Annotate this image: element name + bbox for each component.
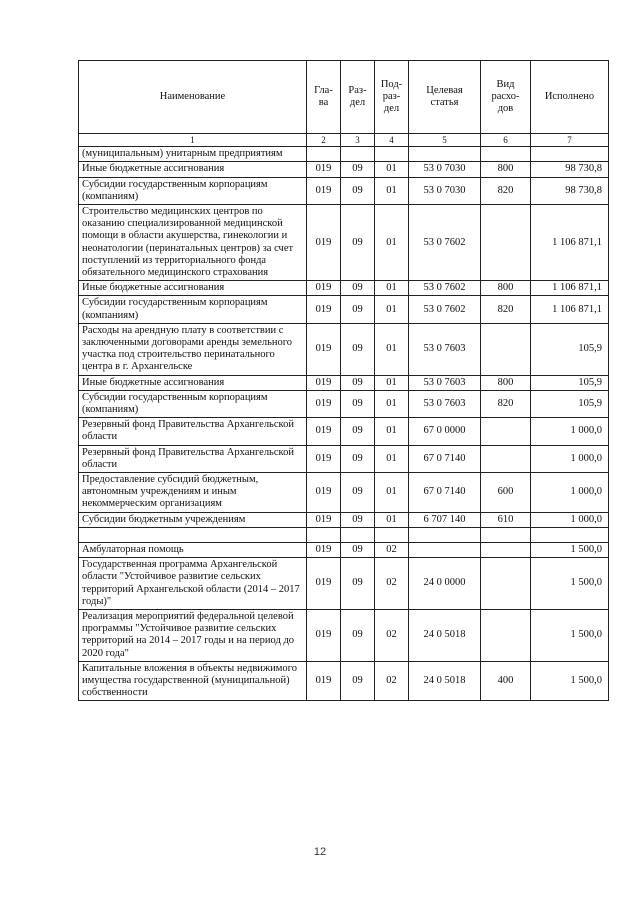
cell-podrazdel: 01 (375, 205, 409, 281)
table-row (79, 542, 609, 557)
cell-podrazdel: 01 (375, 162, 409, 177)
cell-ispolneno: 105,9 (531, 323, 609, 375)
cell-name: Субсидии бюджетным учреждениям (79, 512, 307, 527)
cell-glava: 019 (307, 281, 341, 296)
cell-statya: 53 0 7602 (409, 281, 481, 296)
cell-ispolneno: 1 500,0 (531, 542, 609, 557)
cell-name: Расходы на арендную плату в соответствии с заключенными договорами аренды земельного участка под строительство перинатального центра в г. Архангельске (79, 323, 307, 375)
cell-vid (481, 418, 531, 445)
cell-ispolneno (531, 527, 609, 542)
cell-podrazdel (375, 527, 409, 542)
cell-ispolneno: 105,9 (531, 375, 609, 390)
cell-vid (481, 147, 531, 162)
cell-vid: 610 (481, 512, 531, 527)
table-row (79, 177, 609, 204)
cell-vid: 800 (481, 375, 531, 390)
cell-razdel: 09 (341, 296, 375, 323)
column-number-row (79, 134, 609, 147)
header-glava: Гла- ва (307, 61, 341, 134)
table-row (79, 473, 609, 513)
cell-razdel: 09 (341, 542, 375, 557)
page-number: 12 (313, 846, 327, 858)
cell-podrazdel: 01 (375, 177, 409, 204)
cell-statya: 24 0 0000 (409, 558, 481, 610)
header-ispolneno: Исполнено (531, 61, 609, 134)
cell-glava: 019 (307, 473, 341, 513)
cell-statya (409, 527, 481, 542)
cell-ispolneno: 1 106 871,1 (531, 281, 609, 296)
cell-ispolneno: 1 000,0 (531, 512, 609, 527)
cell-ispolneno: 1 500,0 (531, 661, 609, 701)
cell-statya: 53 0 7603 (409, 323, 481, 375)
cell-razdel (341, 527, 375, 542)
cell-glava: 019 (307, 162, 341, 177)
cell-glava: 019 (307, 323, 341, 375)
column-number: 2 (307, 134, 341, 147)
cell-name: (муниципальным) унитарным предприятиям (79, 147, 307, 162)
cell-vid (481, 445, 531, 472)
cell-glava (307, 147, 341, 162)
cell-razdel: 09 (341, 390, 375, 417)
table-row (79, 558, 609, 610)
cell-name: Субсидии государственным корпорациям (компаниям) (79, 177, 307, 204)
cell-ispolneno: 1 500,0 (531, 558, 609, 610)
cell-statya: 67 0 7140 (409, 445, 481, 472)
cell-razdel: 09 (341, 162, 375, 177)
cell-podrazdel: 02 (375, 609, 409, 661)
cell-ispolneno: 105,9 (531, 390, 609, 417)
cell-razdel: 09 (341, 473, 375, 513)
cell-name: Амбулаторная помощь (79, 542, 307, 557)
cell-ispolneno: 98 730,8 (531, 162, 609, 177)
cell-glava: 019 (307, 661, 341, 701)
cell-ispolneno: 1 106 871,1 (531, 296, 609, 323)
cell-statya: 53 0 7030 (409, 177, 481, 204)
cell-podrazdel: 01 (375, 418, 409, 445)
cell-statya: 67 0 7140 (409, 473, 481, 513)
cell-vid (481, 527, 531, 542)
cell-statya: 24 0 5018 (409, 661, 481, 701)
cell-glava: 019 (307, 390, 341, 417)
cell-podrazdel: 01 (375, 512, 409, 527)
column-number: 6 (481, 134, 531, 147)
cell-name: Реализация мероприятий федеральной целевой программы "Устойчивое развитие сельских территорий на 2014 – 2017 годы и на период до 2020 года" (79, 609, 307, 661)
cell-razdel: 09 (341, 281, 375, 296)
cell-podrazdel (375, 147, 409, 162)
cell-podrazdel: 01 (375, 296, 409, 323)
cell-name (79, 527, 307, 542)
table-row (79, 390, 609, 417)
cell-vid (481, 609, 531, 661)
table-row (79, 375, 609, 390)
cell-glava: 019 (307, 512, 341, 527)
cell-ispolneno: 1 500,0 (531, 609, 609, 661)
cell-vid (481, 323, 531, 375)
cell-name: Иные бюджетные ассигнования (79, 281, 307, 296)
cell-statya: 67 0 0000 (409, 418, 481, 445)
budget-table (78, 60, 609, 701)
header-vid: Вид расхо- дов (481, 61, 531, 134)
table-row (79, 281, 609, 296)
cell-glava: 019 (307, 375, 341, 390)
cell-statya (409, 147, 481, 162)
cell-statya: 53 0 7602 (409, 296, 481, 323)
cell-razdel: 09 (341, 205, 375, 281)
header-statya: Целевая статья (409, 61, 481, 134)
cell-name: Резервный фонд Правительства Архангельской области (79, 418, 307, 445)
cell-name: Строительство медицинских центров по оказанию специализированной медицинской помощи в области акушерства, гинекологии и неонатологии (перинатальных центров) за счет поступлений из территориального фонда обязательного медицинского страхования (79, 205, 307, 281)
cell-glava: 019 (307, 418, 341, 445)
cell-glava: 019 (307, 296, 341, 323)
cell-vid: 820 (481, 177, 531, 204)
header-name: Наименование (79, 61, 307, 134)
cell-ispolneno: 1 000,0 (531, 445, 609, 472)
cell-podrazdel: 01 (375, 473, 409, 513)
cell-name: Субсидии государственным корпорациям (компаниям) (79, 390, 307, 417)
cell-ispolneno: 98 730,8 (531, 177, 609, 204)
cell-vid (481, 558, 531, 610)
cell-razdel: 09 (341, 661, 375, 701)
cell-razdel: 09 (341, 418, 375, 445)
cell-razdel: 09 (341, 445, 375, 472)
cell-vid: 820 (481, 296, 531, 323)
cell-glava: 019 (307, 609, 341, 661)
cell-podrazdel: 02 (375, 558, 409, 610)
cell-vid (481, 205, 531, 281)
header-podrazdel: Под- раз- дел (375, 61, 409, 134)
cell-podrazdel: 01 (375, 390, 409, 417)
header-razdel: Раз- дел (341, 61, 375, 134)
column-number: 3 (341, 134, 375, 147)
table-row (79, 147, 609, 162)
cell-glava: 019 (307, 177, 341, 204)
table-row (79, 323, 609, 375)
column-number: 4 (375, 134, 409, 147)
cell-podrazdel: 01 (375, 281, 409, 296)
cell-razdel: 09 (341, 609, 375, 661)
table-row (79, 418, 609, 445)
cell-statya: 53 0 7603 (409, 375, 481, 390)
cell-name: Иные бюджетные ассигнования (79, 375, 307, 390)
table-row (79, 296, 609, 323)
cell-razdel: 09 (341, 177, 375, 204)
cell-statya (409, 542, 481, 557)
cell-glava: 019 (307, 542, 341, 557)
cell-podrazdel: 02 (375, 542, 409, 557)
cell-razdel: 09 (341, 558, 375, 610)
cell-name: Иные бюджетные ассигнования (79, 162, 307, 177)
cell-vid (481, 542, 531, 557)
cell-name: Капитальные вложения в объекты недвижимого имущества государственной (муниципальной) собственности (79, 661, 307, 701)
cell-name: Субсидии государственным корпорациям (компаниям) (79, 296, 307, 323)
cell-name: Государственная программа Архангельской области "Устойчивое развитие сельских территорий Архангельской области (2014 – 2017 годы)" (79, 558, 307, 610)
table-row (79, 609, 609, 661)
cell-name: Предоставление субсидий бюджетным, автономным учреждениям и иным некоммерческим организациям (79, 473, 307, 513)
cell-razdel: 09 (341, 512, 375, 527)
cell-statya: 6 707 140 (409, 512, 481, 527)
table-row (79, 512, 609, 527)
cell-podrazdel: 01 (375, 323, 409, 375)
cell-statya: 24 0 5018 (409, 609, 481, 661)
budget-table-container (78, 60, 608, 701)
cell-vid: 800 (481, 162, 531, 177)
cell-podrazdel: 02 (375, 661, 409, 701)
column-number: 1 (79, 134, 307, 147)
cell-vid: 800 (481, 281, 531, 296)
cell-razdel (341, 147, 375, 162)
cell-ispolneno: 1 000,0 (531, 418, 609, 445)
cell-glava: 019 (307, 445, 341, 472)
cell-statya: 53 0 7602 (409, 205, 481, 281)
cell-vid: 600 (481, 473, 531, 513)
table-row (79, 527, 609, 542)
cell-razdel: 09 (341, 323, 375, 375)
cell-podrazdel: 01 (375, 375, 409, 390)
cell-glava (307, 527, 341, 542)
table-header-row (79, 61, 609, 134)
cell-statya: 53 0 7030 (409, 162, 481, 177)
cell-statya: 53 0 7603 (409, 390, 481, 417)
cell-glava: 019 (307, 558, 341, 610)
column-number: 7 (531, 134, 609, 147)
table-row (79, 445, 609, 472)
cell-name: Резервный фонд Правительства Архангельской области (79, 445, 307, 472)
table-body (79, 147, 609, 701)
cell-podrazdel: 01 (375, 445, 409, 472)
cell-vid: 820 (481, 390, 531, 417)
column-number: 5 (409, 134, 481, 147)
cell-ispolneno: 1 000,0 (531, 473, 609, 513)
cell-glava: 019 (307, 205, 341, 281)
table-row (79, 205, 609, 281)
cell-razdel: 09 (341, 375, 375, 390)
table-row (79, 162, 609, 177)
table-row (79, 661, 609, 701)
cell-ispolneno: 1 106 871,1 (531, 205, 609, 281)
cell-vid: 400 (481, 661, 531, 701)
cell-ispolneno (531, 147, 609, 162)
